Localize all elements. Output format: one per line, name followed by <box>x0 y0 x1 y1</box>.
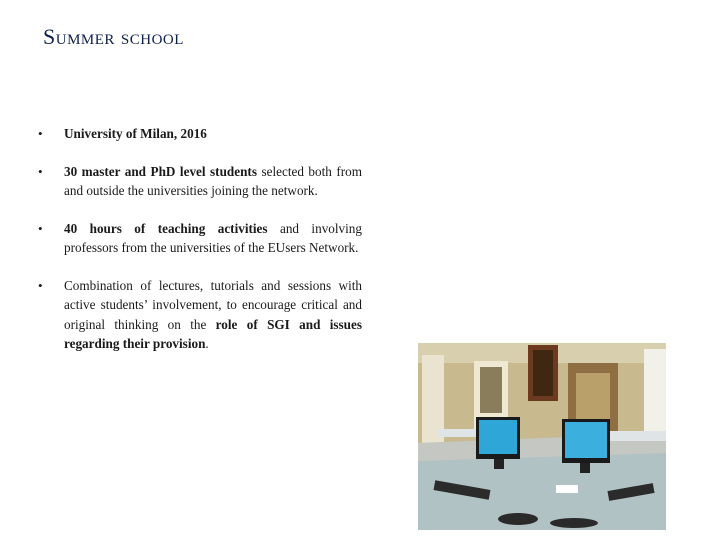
photo-doorway-light <box>576 373 610 423</box>
bullet-item <box>36 124 362 144</box>
bullet-icon: • <box>38 163 43 179</box>
photo-stand <box>580 463 590 473</box>
photo-screen-left <box>479 420 517 454</box>
bullet-text-bold: 30 master and PhD level students <box>64 163 257 179</box>
photo-stand <box>494 459 504 469</box>
photo-window-pane <box>480 367 502 413</box>
photo-chair <box>550 518 598 528</box>
bullet-icon: • <box>38 277 43 293</box>
slide-title: Summer school <box>43 24 184 49</box>
photo-desk-label <box>556 485 578 493</box>
bullet-item <box>36 276 362 354</box>
photo-screen-right <box>565 422 607 458</box>
bullet-item <box>36 162 362 201</box>
bullet-text: and involving professors from the universities of the EUsers Network. <box>64 220 362 255</box>
bullet-list <box>36 124 362 372</box>
bullet-item <box>36 219 362 258</box>
photo-painting-inner <box>533 350 553 396</box>
classroom-photo <box>418 343 666 530</box>
bullet-text: Combination of lectures, tutorials and sessions with active students’ involvement, to encourage critical and original thinking on the <box>64 277 362 332</box>
photo-window-right <box>644 349 666 435</box>
bullet-text: University of Milan, 2016 <box>64 126 207 141</box>
bullet-text: selected both from and outside the universities joining the network. <box>64 163 363 198</box>
bullet-text-bold: role of SGI and issues regarding their provision <box>64 316 362 351</box>
bullet-icon: • <box>38 220 43 236</box>
bullet-icon: • <box>38 126 43 141</box>
photo-back-desk <box>608 431 666 441</box>
bullet-text-bold: 40 hours of teaching activities <box>64 220 268 236</box>
photo-chair <box>498 513 538 525</box>
bullet-text: . <box>205 336 209 351</box>
